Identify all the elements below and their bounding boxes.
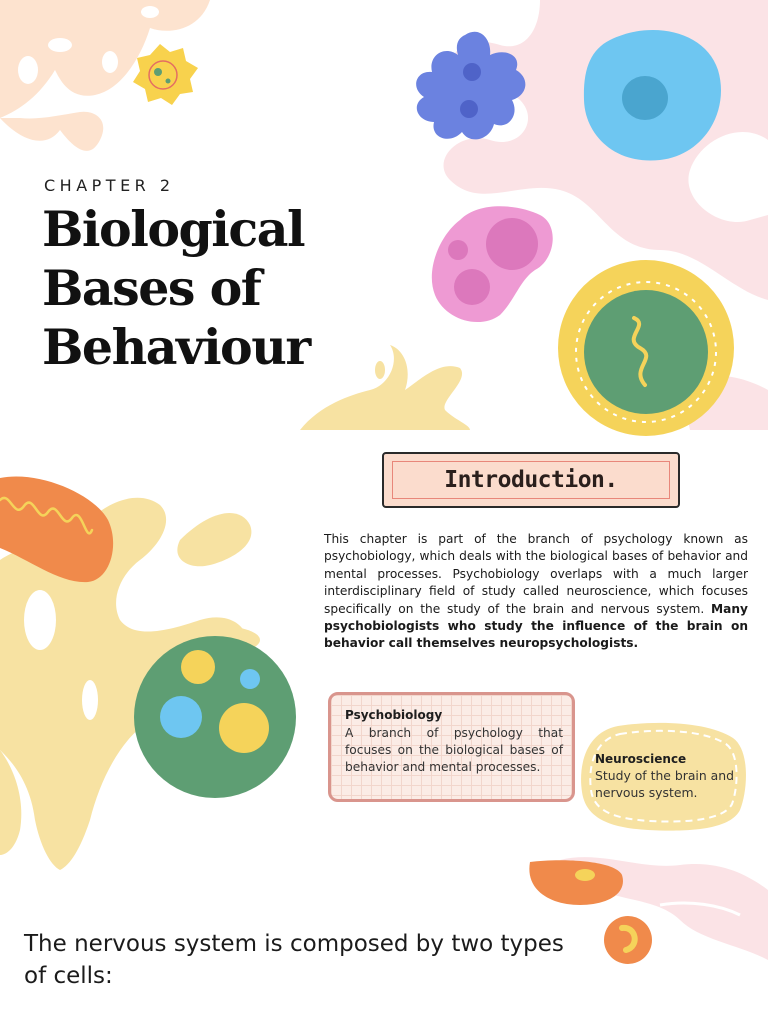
title-line: Bases of (42, 259, 261, 317)
title-line: Behaviour (42, 318, 310, 376)
introduction-paragraph (324, 531, 748, 653)
intro-body-text: This chapter is part of the branch of psychology known as psychobiology, which deals with the biological bases of behavior and mental processes. Psychobiology overlaps with a much larger interdisciplinary field of study called neuroscience, which focuses specifically on the study of the brain and nervous system. (324, 532, 748, 616)
neuroscience-definition: Study of the brain and nervous system. (595, 768, 734, 800)
neuroscience-term: Neuroscience (595, 752, 687, 766)
chapter-label: CHAPTER 2 (44, 176, 175, 195)
pink-cell (432, 206, 553, 322)
chapter-title (42, 200, 342, 377)
yellow-star-cell (133, 44, 198, 105)
green-dotted-cell (134, 636, 296, 798)
introduction-banner (382, 452, 680, 508)
green-nucleus-cell (558, 260, 734, 436)
psychobiology-card (328, 692, 575, 802)
introduction-heading: Introduction. (444, 467, 618, 493)
psychobiology-term: Psychobiology (345, 708, 443, 722)
nervous-system-statement: The nervous system is composed by two types of cells: (24, 931, 564, 989)
title-line: Biological (42, 200, 305, 258)
intro-body-bold: Many psychobiologists who study the influence of the brain on behavior call themselves neuropsychologists. (324, 601, 748, 651)
psychobiology-definition: A branch of psychology that focuses on the biological bases of behavior and mental processes. (345, 726, 563, 774)
neuroscience-card (578, 720, 748, 834)
